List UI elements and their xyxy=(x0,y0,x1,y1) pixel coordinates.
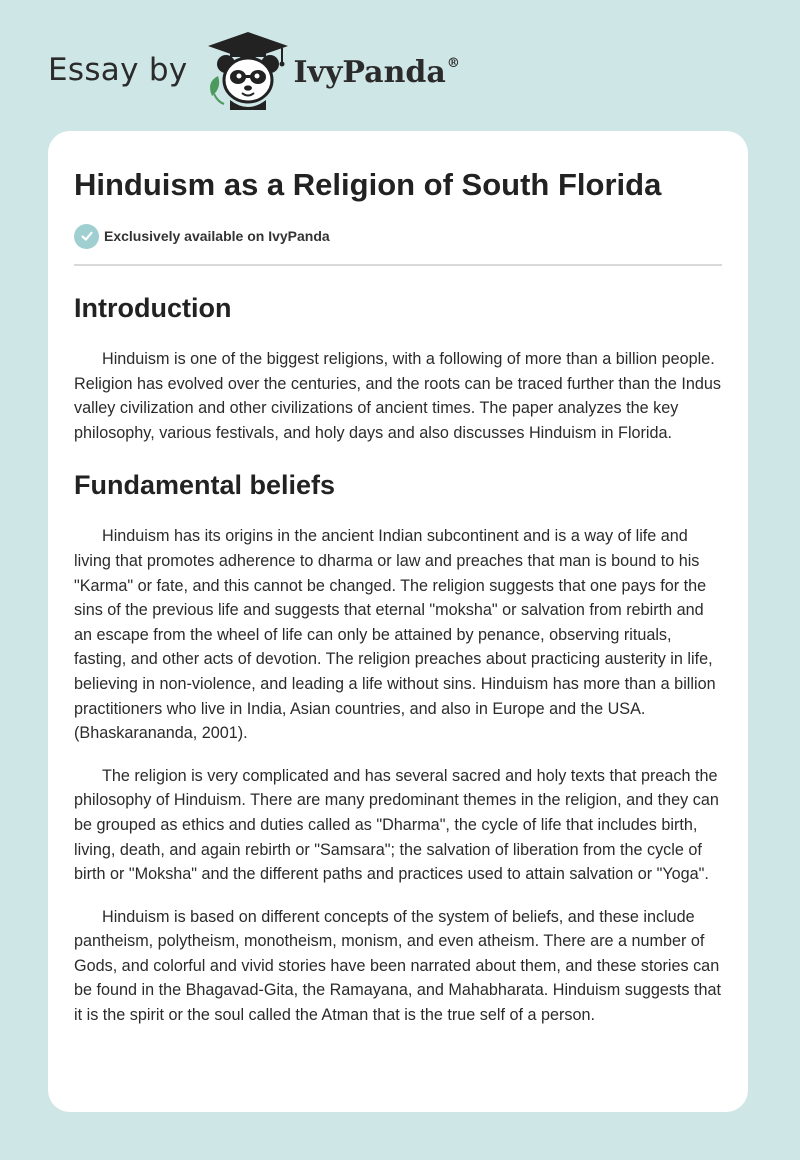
essay-card xyxy=(48,131,748,1112)
site-header xyxy=(48,30,460,110)
essay-title: Hinduism as a Religion of South Florida xyxy=(74,167,662,202)
section-heading-introduction: Introduction xyxy=(74,293,232,323)
paragraph: The religion is very complicated and has several sacred and holy texts that preach the philosophy of Hinduism. There are many predominant themes in the religion, and they can be grouped as ethics and duties called as "Dharma", the cycle of life that includes birth, living, death, and again rebirth or "Samsara"; the salvation of liberation from the cycle of birth or "Moksha" and the different paths and practices used to attain salvation or "Yoga". xyxy=(74,766,719,884)
paragraph: Hinduism is one of the biggest religions, with a following of more than a billion people. Religion has evolved over the centuries, and the roots can be traced further than the Indus valley civilization and other civilizations of ancient times. The paper analyzes the key philosophy, various festivals, and holy days and also discusses Hinduism in Florida. xyxy=(74,350,722,442)
exclusive-label: Exclusively available on IvyPanda xyxy=(104,228,330,244)
section-heading-fundamental-beliefs: Fundamental beliefs xyxy=(74,470,336,501)
panda-graduate-icon[interactable] xyxy=(204,30,292,110)
paragraph: Hinduism is based on different concepts of the system of beliefs, and these include pantheism, polytheism, monotheism, monism, and even atheism. There are a number of Gods, and colorful and vivid stories have been narrated about them, and these stories can be found in the Bhagavad-Gita, the Ramayana, and Mahabharata. Hinduism suggests that it is the spirit or the soul called the Atman that is the true self of a person. xyxy=(74,907,722,1025)
registered-mark: ® xyxy=(446,55,460,71)
check-icon xyxy=(74,224,99,249)
paragraph: Hinduism has its origins in the ancient Indian subcontinent and is a way of life and living that promotes adherence to dharma or law and preaches that man is bound to his "Karma" or fate, and this cannot be changed. The religion suggests that one pays for the sins of the previous life and suggests that eternal "moksha" or salvation from rebirth and an escape from the wheel of life can only be attained by penance, observing rituals, fasting, and other acts of devotion. The religion preaches about practicing austerity in life, believing in non-violence, and leading a life without sins. Hinduism has more than a billion practitioners who live in India, Asian countries, and also in Europe and the USA. (Bhaskarananda, 2001). xyxy=(74,527,716,743)
title-divider xyxy=(74,264,722,266)
brand-name[interactable]: IvyPanda® xyxy=(293,54,460,90)
exclusive-badge xyxy=(74,223,722,249)
essay-by-label: Essay by xyxy=(48,52,188,88)
